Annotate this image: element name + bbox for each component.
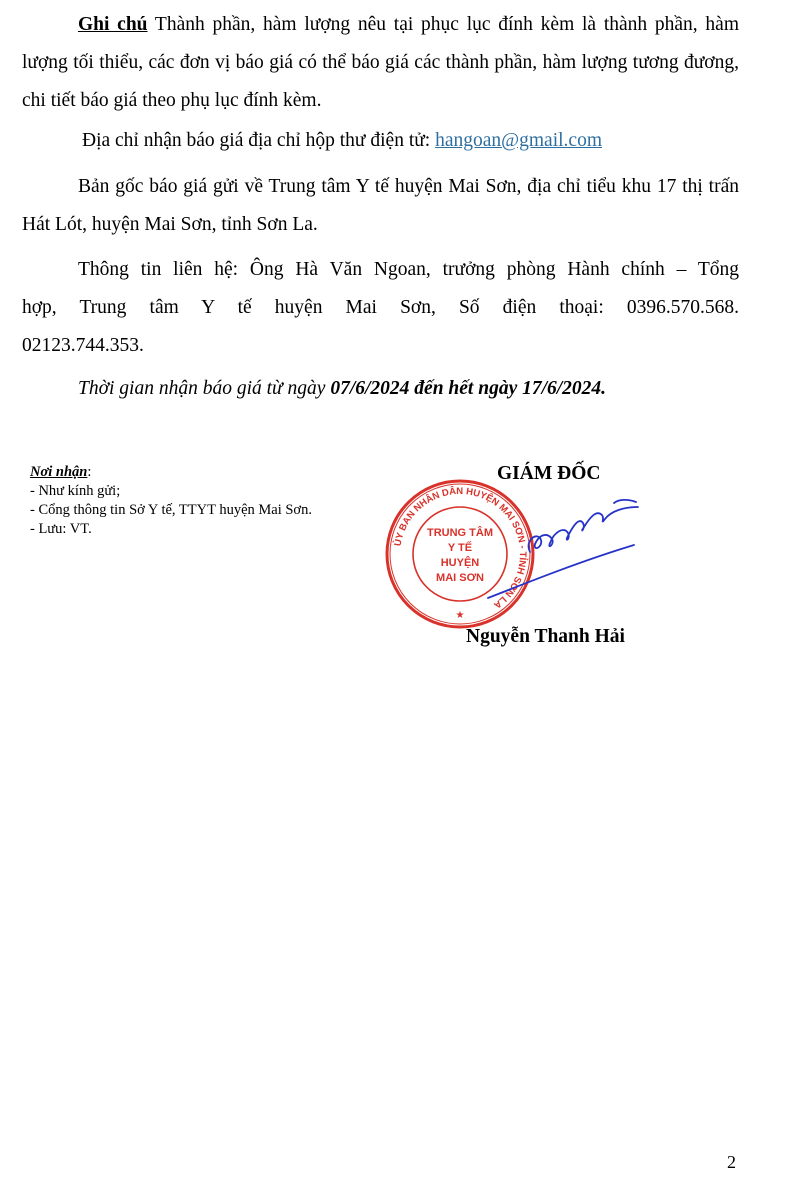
email-link[interactable]: hangoan@gmail.com bbox=[435, 130, 602, 151]
stamp-line-1: TRUNG TÂM bbox=[427, 527, 493, 539]
email-text: Địa chỉ nhận báo giá địa chỉ hộp thư điện tử: bbox=[82, 130, 436, 151]
director-title: GIÁM ĐỐC bbox=[497, 463, 601, 484]
recipient-item: - Cổng thông tin Sở Y tế, TTYT huyện Mai Sơn. bbox=[30, 502, 312, 518]
handwritten-signature bbox=[486, 495, 646, 605]
stamp-line-2: Y TẾ bbox=[447, 542, 473, 554]
deadline-prefix: Thời gian nhận báo giá từ ngày bbox=[78, 378, 331, 399]
recipient-item: - Như kính gửi; bbox=[30, 483, 121, 499]
original-paragraph: Bản gốc báo giá gửi về Trung tâm Y tế huyện Mai Sơn, địa chỉ tiểu khu 17 thị trấn Hát Lót, huyện Mai Sơn, tỉnh Sơn La. bbox=[22, 176, 739, 235]
recipient-item: - Lưu: VT. bbox=[30, 521, 92, 537]
note-text: Thành phần, hàm lượng nêu tại phục lục đính kèm là thành phần, hàm lượng tối thiểu, các đơn vị báo giá có thể báo giá các thành phần, hàm lượng tương đương, chi tiết báo giá theo phụ lục đính kèm. bbox=[22, 14, 739, 111]
recipients-label: Nơi nhận bbox=[30, 464, 88, 480]
contact-paragraph bbox=[22, 251, 739, 365]
email-paragraph bbox=[82, 122, 739, 160]
deadline-range: 07/6/2024 đến hết ngày 17/6/2024. bbox=[330, 378, 607, 399]
contact-line-2: hợp, Trung tâm Y tế huyện Mai Sơn, Số điện thoại: 0396.570.568. bbox=[22, 297, 739, 318]
recipients-block bbox=[30, 463, 312, 539]
stamp-line-4: MAI SƠN bbox=[436, 572, 484, 584]
stamp-line-3: HUYỆN bbox=[440, 557, 480, 569]
stamp-star-icon: ★ bbox=[455, 610, 465, 621]
note-paragraph bbox=[22, 6, 739, 120]
page-number: 2 bbox=[727, 1152, 736, 1172]
recipients-colon: : bbox=[87, 464, 92, 480]
signer-name: Nguyễn Thanh Hải bbox=[466, 626, 625, 647]
deadline-paragraph bbox=[22, 370, 739, 408]
contact-line-3: 02123.744.353. bbox=[22, 335, 144, 356]
note-label: Ghi chú bbox=[78, 14, 148, 35]
contact-line-1: Thông tin liên hệ: Ông Hà Văn Ngoan, trưởng phòng Hành chính – Tổng bbox=[78, 259, 739, 280]
stamp-outer-text: ỦY BAN NHÂN DÂN HUYỆN MAI SƠN - TỈNH SƠN LA bbox=[392, 485, 529, 611]
